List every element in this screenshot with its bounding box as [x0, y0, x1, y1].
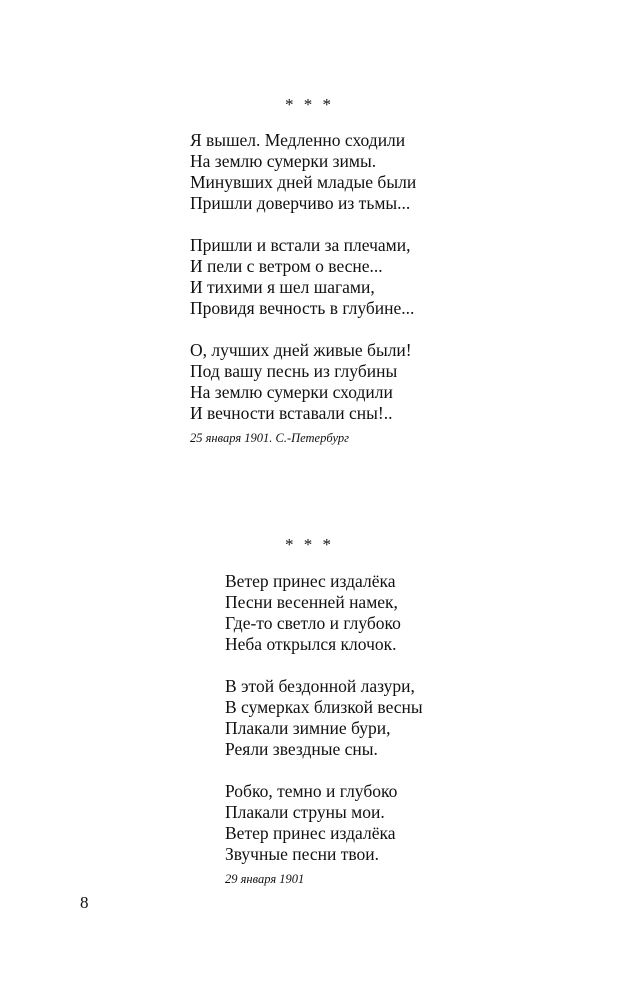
poem-line: Робко, темно и глубоко	[225, 781, 398, 801]
poem-line: Пришли доверчиво из тьмы...	[190, 193, 411, 213]
stanza-gap	[190, 319, 416, 340]
poem-line: Под вашу песнь из глубины	[190, 361, 398, 381]
poem-line: О, лучших дней живые были!	[190, 340, 412, 360]
poem-2-stanza-3	[225, 781, 423, 865]
poem-line: Плакали струны мои.	[225, 802, 385, 822]
stanza-gap	[225, 655, 423, 676]
poem-line: Плакали зимние бури,	[225, 718, 391, 738]
poem-1	[190, 130, 416, 446]
poem-line: На землю сумерки зимы.	[190, 151, 377, 171]
poem-1-stanza-3	[190, 340, 416, 424]
poem-1-separator: * * *	[285, 95, 334, 114]
poem-line: Я вышел. Медленно сходили	[190, 130, 406, 150]
poem-line: На землю сумерки сходили	[190, 382, 393, 402]
poem-line: Звучные песни твои.	[225, 844, 379, 864]
poem-2-stanza-1	[225, 571, 423, 655]
poem-line: Провидя вечность в глубине...	[190, 298, 415, 318]
poem-2-separator: * * *	[285, 535, 334, 554]
page-number: 8	[80, 893, 89, 912]
poem-2	[225, 571, 423, 887]
poem-line: Реяли звездные сны.	[225, 739, 378, 759]
poem-line: В сумерках близкой весны	[225, 697, 423, 717]
stanza-gap	[225, 760, 423, 781]
poem-line: Пришли и встали за плечами,	[190, 235, 411, 255]
poem-1-date: 25 января 1901. С.-Петербург	[190, 431, 349, 445]
poem-line: И пели с ветром о весне...	[190, 256, 383, 276]
poem-line: Ветер принес издалёка	[225, 571, 396, 591]
stanza-gap	[190, 214, 416, 235]
poem-line: В этой бездонной лазури,	[225, 676, 415, 696]
poem-1-stanza-1	[190, 130, 416, 214]
poem-2-date: 29 января 1901	[225, 872, 305, 886]
poem-line: Минувших дней младые были	[190, 172, 417, 192]
poem-line: И тихими я шел шагами,	[190, 277, 375, 297]
poem-line: И вечности вставали сны!..	[190, 403, 393, 423]
poem-1-stanza-2	[190, 235, 416, 319]
poem-line: Неба открылся клочок.	[225, 634, 397, 654]
poem-2-stanza-2	[225, 676, 423, 760]
poem-line: Ветер принес издалёка	[225, 823, 396, 843]
poem-line: Песни весенней намек,	[225, 592, 398, 612]
poem-line: Где-то светло и глубоко	[225, 613, 401, 633]
